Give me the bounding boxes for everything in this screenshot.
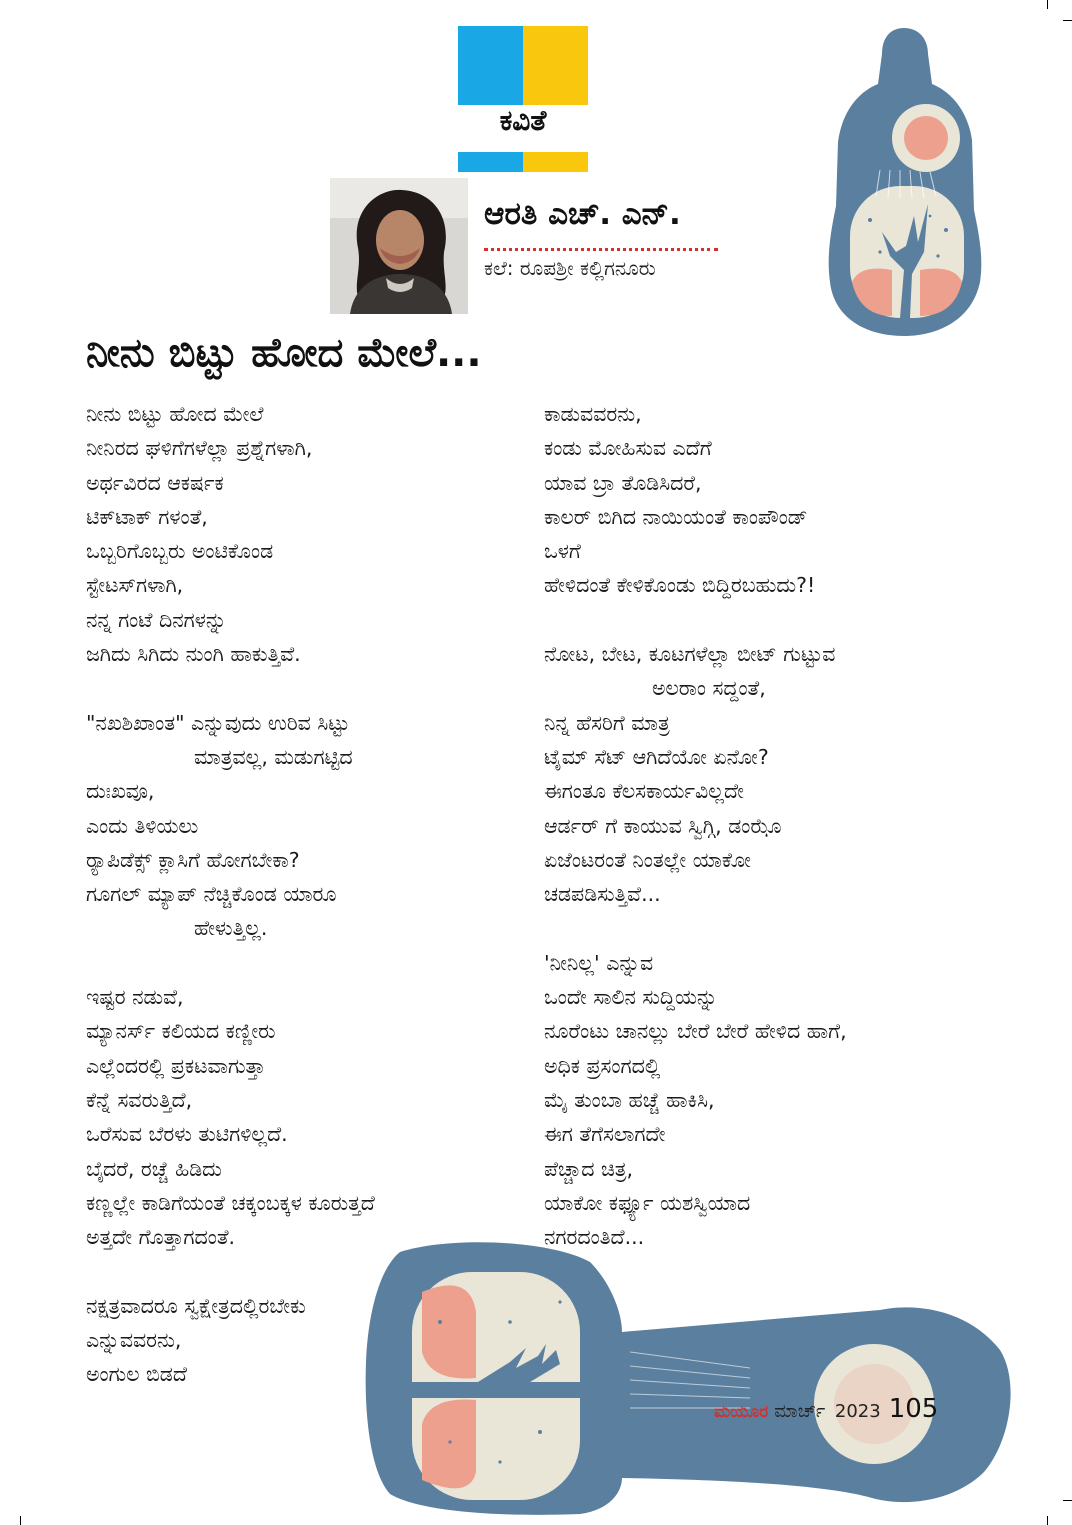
poem-line: ನಗರದಂತಿದೆ... [544, 1225, 645, 1250]
crop-mark [1047, 1516, 1048, 1525]
poem-line: ಎಂದು ತಿಳಿಯಲು [86, 813, 199, 838]
poem-line: ಕಣ್ಣಲ್ಲೇ ಕಾಡಿಗೆಯಂತೆ ಚಕ್ಕಂಬಕ್ಕಳ ಕೂರುತ್ತದೆ [86, 1190, 375, 1215]
poem-line: ಜಗಿದು ಸಿಗಿದು ನುಂಗಿ ಹಾಕುತ್ತಿವೆ. [86, 642, 301, 667]
section-label: ಕವಿತೆ [499, 104, 547, 137]
poem-column-left [86, 397, 375, 1392]
poem-line: "ನಖಶಿಖಾಂತ" ಎನ್ನುವುದು ಉರಿವ ಸಿಟ್ಟು [86, 710, 350, 735]
poem-line: ಇಷ್ಟರ ನಡುವೆ, [86, 985, 184, 1010]
poem-line: ಮ್ಯಾನರ್ಸ್‌ ಕಲಿಯದ ಕಣ್ಣೀರು [86, 1019, 276, 1044]
poem-column-right [544, 397, 847, 1254]
poem-title: ನೀನು ಬಿಟ್ಟು ಹೋದ ಮೇಲೆ... [86, 330, 482, 376]
poem-line: ಟಿಕ್‌ಟಾಕ್‌ ಗಳಂತೆ, [86, 504, 208, 529]
section-block-blue [458, 26, 523, 105]
section-block-yellow [523, 26, 588, 105]
poem-line: ನೀನಿರದ ಘಳಿಗೆಗಳೆಲ್ಲಾ ಪ್ರಶ್ನೆಗಳಾಗಿ, [86, 436, 313, 461]
poem-line: ರ‍್ಯಾಪಿಡೆಕ್ಸ್‌ ಕ್ಲಾಸಿಗೆ ಹೋಗಬೇಕಾ? [86, 847, 300, 872]
poem-line: ಚಡಪಡಿಸುತ್ತಿವೆ... [544, 882, 661, 907]
poem-line: ಕಾಲರ್‌ ಬಿಗಿದ ನಾಯಿಯಂತೆ ಕಾಂಪೌಂಡ್‌ [544, 504, 808, 529]
poem-line: ಹೇಳಿದಂತೆ ಕೇಳಿಕೊಂಡು ಬಿದ್ದಿರಬಹುದು?! [544, 573, 816, 598]
issue-year: 2023 [834, 1401, 881, 1422]
issue-month: ಮಾರ್ಚ್ [774, 1401, 826, 1422]
poem-line: ಕಂಡು ಮೋಹಿಸುವ ಎದೆಗೆ [544, 436, 712, 461]
stanza-break [86, 946, 375, 980]
poem-line: ಈಗ ತೆಗೆಸಲಾಗದೇ [544, 1122, 666, 1147]
poem-line: ನಿನ್ನ ಹೆಸರಿಗೆ ಮಾತ್ರ [544, 710, 670, 735]
author-name: ಆರತಿ ಎಚ್‌. ಎನ್‌. [484, 196, 681, 232]
poem-line: ಮಾತ್ರವಲ್ಲ, ಮಡುಗಟ್ಟಿದ [194, 744, 353, 769]
crop-mark [1063, 20, 1072, 21]
poem-line: ಅಲರಾಂ ಸದ್ದಂತೆ, [652, 676, 766, 701]
art-credit: ಕಲೆ: ರೂಪಶ್ರೀ ಕಲ್ಲಿಗನೂರು [484, 256, 656, 280]
poem-line: 'ನೀನಿಲ್ಲ' ಎನ್ನುವ [544, 950, 654, 975]
bottle-illustration-top [820, 20, 990, 340]
page-footer [714, 1394, 938, 1424]
poem-line: ಒಳಗೆ [544, 539, 581, 564]
poem-line: ಯಾವ ಬ್ರಾ ತೊಡಿಸಿದರೆ, [544, 470, 702, 495]
poem-line: ಟೈಮ್‌ ಸೆಟ್‌ ಆಗಿದೆಯೋ ಏನೋ? [544, 744, 769, 769]
stanza-break [544, 603, 847, 637]
section-bar-blue [458, 152, 523, 172]
poem-line: ಎನ್ನುವವರನು, [86, 1328, 182, 1353]
poem-line: ಒಬ್ಬರಿಗೊಬ್ಬರು ಅಂಟಿಕೊಂಡ [86, 539, 274, 564]
poem-line: ಪೆಚ್ಚಾದ ಚಿತ್ರ, [544, 1156, 634, 1181]
poem-line: ಈಗಂತೂ ಕೆಲಸಕಾರ್ಯವಿಲ್ಲದೇ [544, 779, 744, 804]
poem-line: ಬೈದರೆ, ರಚ್ಚೆ ಹಿಡಿದು [86, 1156, 222, 1181]
poem-line: ಅರ್ಥವಿರದ ಆಕರ್ಷಕ [86, 470, 224, 495]
poem-line: ಗೂಗಲ್‌ ಮ್ಯಾಪ್‌ ನೆಚ್ಚಿಕೊಂಡ ಯಾರೂ [86, 882, 337, 907]
poem-line: ನಕ್ಷತ್ರವಾದರೂ ಸ್ವಕ್ಷೇತ್ರದಲ್ಲಿರಬೇಕು [86, 1293, 306, 1318]
crop-mark [1063, 1500, 1072, 1501]
poem-line: ನನ್ನ ಗಂಟೆ ದಿನಗಳನ್ನು [86, 607, 227, 632]
stanza-break [86, 671, 375, 705]
poem-line: ಅತ್ತದೇ ಗೊತ್ತಾಗದಂತೆ. [86, 1225, 236, 1250]
poem-line: ಯಾಕೋ ಕರ್ಫ್ಯೂ ಯಶಸ್ವಿಯಾದ [544, 1190, 751, 1215]
crop-mark [20, 1516, 21, 1525]
author-divider [484, 248, 718, 251]
poem-line: ಸ್ಟೇಟಸ್‌ಗಳಾಗಿ, [86, 573, 184, 598]
author-photo [330, 178, 468, 314]
poem-line: ಒರೆಸುವ ಬೆರಳು ತುಟಿಗಳಿಲ್ಲದೆ. [86, 1122, 288, 1147]
magazine-name: ಮಯೂರ [714, 1402, 769, 1422]
bottle-illustration-bottom [360, 1232, 1020, 1517]
poem-line: ಅಧಿಕ ಪ್ರಸಂಗದಲ್ಲಿ [544, 1053, 661, 1078]
section-header-block [458, 26, 588, 172]
poem-line: ನೀನು ಬಿಟ್ಟು ಹೋದ ಮೇಲೆ [86, 402, 264, 426]
stanza-break [86, 1254, 375, 1288]
poem-line: ನೂರೆಂಟು ಚಾನಲ್ಲು ಬೇರೆ ಬೇರೆ ಹೇಳಿದ ಹಾಗೆ, [544, 1019, 847, 1044]
poem-line: ನೋಟ, ಬೇಟ, ಕೂಟಗಳೆಲ್ಲಾ ಬೀಟ್‌ ಗುಟ್ಟುವ [544, 642, 836, 667]
poem-line: ಅಂಗುಲ ಬಿಡದೆ [86, 1362, 187, 1387]
poem-line: ಆರ್ಡರ್‌ ಗೆ ಕಾಯುವ ಸ್ವಿಗ್ಗಿ, ಡಂಝೊ [544, 813, 782, 838]
poem-line: ಒಂದೇ ಸಾಲಿನ ಸುದ್ದಿಯನ್ನು [544, 985, 718, 1010]
poem-line: ಏಜೆಂಟರಂತೆ ನಿಂತಲ್ಲೇ ಯಾಕೋ [544, 847, 751, 872]
poem-line: ಕೆನ್ನೆ ಸವರುತ್ತಿದೆ, [86, 1087, 193, 1112]
poem-line: ದುಃಖವೂ, [86, 779, 155, 804]
poem-line: ಹೇಳುತ್ತಿಲ್ಲ. [194, 916, 268, 941]
section-bar-yellow [523, 152, 588, 172]
poem-line: ಕಾಡುವವರನು, [544, 402, 642, 426]
crop-mark [1047, 0, 1048, 9]
stanza-break [544, 911, 847, 945]
poem-line: ಎಲ್ಲೆಂದರಲ್ಲಿ ಪ್ರಕಟವಾಗುತ್ತಾ [86, 1053, 266, 1078]
page-number: 105 [888, 1394, 939, 1424]
poem-line: ಮೈ ತುಂಬಾ ಹಚ್ಚೆ ಹಾಕಿಸಿ, [544, 1087, 715, 1112]
